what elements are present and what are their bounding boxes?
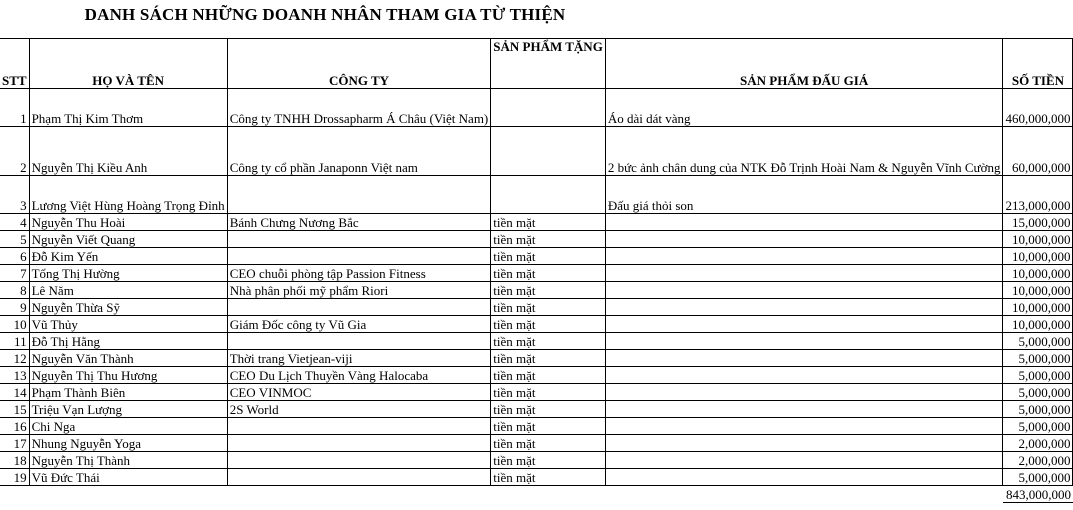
cell-name: Tống Thị Hường <box>29 265 227 282</box>
cell-company <box>227 469 491 486</box>
cell-company <box>227 435 491 452</box>
cell-auction <box>605 299 1003 316</box>
cell-auction <box>605 248 1003 265</box>
cell-stt: 11 <box>0 333 29 350</box>
cell-company <box>227 299 491 316</box>
cell-name: Phạm Thành Biên <box>29 384 227 401</box>
cell-product: tiền mặt <box>491 367 606 384</box>
cell-amount: 10,000,000 <box>1003 248 1073 265</box>
cell-stt: 18 <box>0 452 29 469</box>
cell-stt: 2 <box>0 127 29 176</box>
cell-name: Nguyễn Thừa Sỹ <box>29 299 227 316</box>
cell-name: Lương Việt Hùng Hoàng Trọng Đỉnh <box>29 176 227 214</box>
cell-stt: 3 <box>0 176 29 214</box>
cell-product: tiền mặt <box>491 214 606 231</box>
cell-product: tiền mặt <box>491 350 606 367</box>
cell-amount: 213,000,000 <box>1003 176 1073 214</box>
total-empty-cell <box>605 486 1003 503</box>
cell-name: Nguyễn Thị Thu Hương <box>29 367 227 384</box>
cell-amount: 15,000,000 <box>1003 214 1073 231</box>
cell-stt: 15 <box>0 401 29 418</box>
cell-amount: 2,000,000 <box>1003 435 1073 452</box>
cell-name: Lê Năm <box>29 282 227 299</box>
cell-product: tiền mặt <box>491 418 606 435</box>
cell-company: Nhà phân phối mỹ phẩm Riori <box>227 282 491 299</box>
table-row <box>0 316 1073 333</box>
cell-stt: 14 <box>0 384 29 401</box>
cell-name: Nguyễn Thu Hoài <box>29 214 227 231</box>
cell-company: CEO VINMOC <box>227 384 491 401</box>
cell-auction <box>605 265 1003 282</box>
cell-product: tiền mặt <box>491 469 606 486</box>
table-row <box>0 214 1073 231</box>
cell-product: tiền mặt <box>491 231 606 248</box>
cell-auction <box>605 333 1003 350</box>
header-company: CÔNG TY <box>227 39 491 89</box>
header-stt: STT <box>0 39 29 89</box>
cell-amount: 10,000,000 <box>1003 265 1073 282</box>
cell-auction <box>605 435 1003 452</box>
cell-name: Chi Nga <box>29 418 227 435</box>
cell-product <box>491 89 606 127</box>
cell-stt: 17 <box>0 435 29 452</box>
cell-stt: 7 <box>0 265 29 282</box>
cell-company: CEO chuỗi phòng tập Passion Fitness <box>227 265 491 282</box>
cell-stt: 1 <box>0 89 29 127</box>
cell-amount: 5,000,000 <box>1003 401 1073 418</box>
cell-name: Triệu Vạn Lượng <box>29 401 227 418</box>
cell-amount: 10,000,000 <box>1003 231 1073 248</box>
cell-company: CEO Du Lịch Thuyền Vàng Halocaba <box>227 367 491 384</box>
header-name: HỌ VÀ TÊN <box>29 39 227 89</box>
table-row <box>0 127 1073 176</box>
cell-auction <box>605 231 1003 248</box>
cell-auction <box>605 316 1003 333</box>
cell-auction <box>605 452 1003 469</box>
table-row <box>0 89 1073 127</box>
cell-product: tiền mặt <box>491 282 606 299</box>
cell-name: Nhung Nguyễn Yoga <box>29 435 227 452</box>
table-row <box>0 367 1073 384</box>
cell-auction: 2 bức ảnh chân dung của NTK Đỗ Trịnh Hoài Nam & Nguyễn Vĩnh Cường <box>605 127 1003 176</box>
cell-product: tiền mặt <box>491 452 606 469</box>
cell-stt: 8 <box>0 282 29 299</box>
header-product: SẢN PHẨM TẶNG <box>491 39 606 89</box>
cell-amount: 5,000,000 <box>1003 333 1073 350</box>
cell-amount: 2,000,000 <box>1003 452 1073 469</box>
cell-auction <box>605 350 1003 367</box>
header-auction: SẢN PHẨM ĐẤU GIÁ <box>605 39 1003 89</box>
cell-amount: 10,000,000 <box>1003 282 1073 299</box>
cell-product: tiền mặt <box>491 299 606 316</box>
cell-stt: 10 <box>0 316 29 333</box>
cell-company <box>227 231 491 248</box>
table-row <box>0 333 1073 350</box>
cell-auction <box>605 384 1003 401</box>
cell-auction <box>605 469 1003 486</box>
cell-product: tiền mặt <box>491 248 606 265</box>
total-empty-cell <box>0 486 29 503</box>
cell-product <box>491 176 606 214</box>
cell-amount: 5,000,000 <box>1003 418 1073 435</box>
table-row <box>0 299 1073 316</box>
cell-amount: 60,000,000 <box>1003 127 1073 176</box>
cell-amount: 5,000,000 <box>1003 469 1073 486</box>
cell-name: Nguyễn Viết Quang <box>29 231 227 248</box>
sheet-title: DANH SÁCH NHỮNG DOANH NHÂN THAM GIA TỪ THIỆN <box>84 5 566 24</box>
cell-auction <box>605 401 1003 418</box>
cell-auction <box>605 367 1003 384</box>
cell-auction: Đấu giá thỏi son <box>605 176 1003 214</box>
cell-stt: 5 <box>0 231 29 248</box>
cell-auction <box>605 214 1003 231</box>
cell-name: Vũ Thủy <box>29 316 227 333</box>
table-row <box>0 418 1073 435</box>
cell-amount: 10,000,000 <box>1003 299 1073 316</box>
cell-stt: 6 <box>0 248 29 265</box>
cell-company: Giám Đốc công ty Vũ Gia <box>227 316 491 333</box>
table-row <box>0 469 1073 486</box>
total-empty-cell <box>29 486 227 503</box>
header-row <box>0 39 1073 89</box>
cell-auction: Áo dài dát vàng <box>605 89 1003 127</box>
cell-product: tiền mặt <box>491 265 606 282</box>
table-row <box>0 282 1073 299</box>
cell-auction <box>605 282 1003 299</box>
cell-name: Đỗ Kim Yến <box>29 248 227 265</box>
cell-amount: 5,000,000 <box>1003 350 1073 367</box>
cell-amount: 10,000,000 <box>1003 316 1073 333</box>
cell-stt: 9 <box>0 299 29 316</box>
cell-name: Nguyễn Thị Thành <box>29 452 227 469</box>
cell-company <box>227 418 491 435</box>
cell-name: Phạm Thị Kim Thơm <box>29 89 227 127</box>
cell-name: Vũ Đức Thái <box>29 469 227 486</box>
table-row <box>0 384 1073 401</box>
table-row <box>0 401 1073 418</box>
table-row <box>0 435 1073 452</box>
table-row <box>0 452 1073 469</box>
cell-name: Nguyễn Văn Thành <box>29 350 227 367</box>
donor-table <box>0 38 1073 503</box>
table-row <box>0 248 1073 265</box>
total-empty-cell <box>491 486 606 503</box>
cell-product: tiền mặt <box>491 435 606 452</box>
cell-company: Bánh Chưng Nương Bắc <box>227 214 491 231</box>
cell-amount: 5,000,000 <box>1003 367 1073 384</box>
total-empty-cell <box>227 486 491 503</box>
cell-stt: 4 <box>0 214 29 231</box>
cell-product: tiền mặt <box>491 333 606 350</box>
cell-product: tiền mặt <box>491 384 606 401</box>
cell-company: 2S World <box>227 401 491 418</box>
cell-company: Công ty cổ phần Janaponn Việt nam <box>227 127 491 176</box>
cell-product: tiền mặt <box>491 316 606 333</box>
cell-company: Thời trang Vietjean-viji <box>227 350 491 367</box>
cell-company: Công ty TNHH Drossapharm Á Châu (Việt Nam) <box>227 89 491 127</box>
cell-company <box>227 176 491 214</box>
table-row <box>0 265 1073 282</box>
cell-stt: 19 <box>0 469 29 486</box>
cell-company <box>227 248 491 265</box>
total-amount: 843,000,000 <box>1003 486 1073 503</box>
cell-stt: 16 <box>0 418 29 435</box>
cell-product: tiền mặt <box>491 401 606 418</box>
cell-company <box>227 452 491 469</box>
cell-auction <box>605 418 1003 435</box>
table-row <box>0 231 1073 248</box>
table-row <box>0 350 1073 367</box>
cell-name: Đỗ Thị Hằng <box>29 333 227 350</box>
cell-product <box>491 127 606 176</box>
cell-amount: 5,000,000 <box>1003 384 1073 401</box>
table-row <box>0 176 1073 214</box>
cell-stt: 12 <box>0 350 29 367</box>
cell-amount: 460,000,000 <box>1003 89 1073 127</box>
total-row <box>0 486 1073 503</box>
cell-company <box>227 333 491 350</box>
cell-name: Nguyễn Thị Kiều Anh <box>29 127 227 176</box>
header-amount: SỐ TIỀN <box>1003 39 1073 89</box>
cell-stt: 13 <box>0 367 29 384</box>
